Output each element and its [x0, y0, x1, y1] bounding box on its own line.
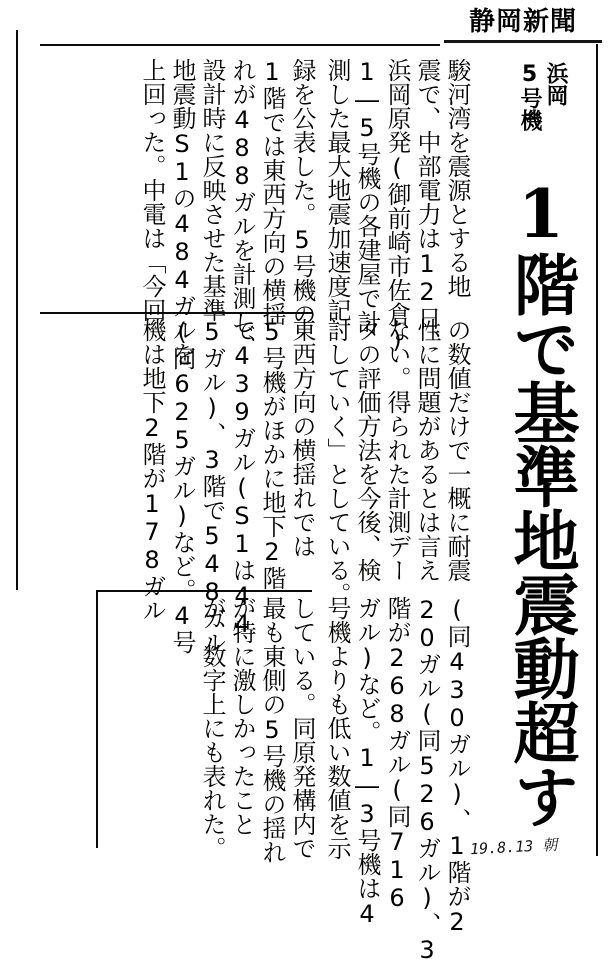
body-column: (同430ガル)、1階が2 [443, 596, 471, 936]
body-column: で439ガル(S1は44 [228, 318, 256, 638]
body-column: 設計時に反映させた基準 [198, 58, 226, 322]
body-column: 震で、中部電力は12日、 [413, 58, 441, 354]
body-column: 上回った。中電は「今回 [138, 58, 166, 322]
lower-left-border [96, 590, 98, 848]
dateline [508, 62, 568, 162]
body-column: 5ガル)、3階で548ガル [198, 318, 226, 654]
body-column: 地震動S1の484ガルを [168, 58, 196, 366]
body-column: が、数字上にも表れた。 [198, 596, 226, 860]
body-column: 性に問題があるとは言え [413, 318, 441, 582]
body-column: 機は地下2階が178ガル [138, 318, 166, 622]
body-column: (同625ガル)など。4号 [168, 318, 196, 654]
body-column: タの評価方法を今後、検 [353, 318, 381, 582]
body-column: 1―5号機の各建屋で計 [353, 58, 381, 334]
body-column: 号機よりも低い数値を示 [323, 596, 351, 860]
body-column: 20ガル(同526ガル)、3 [413, 596, 441, 964]
body-column: れが488ガルを計測し、 [228, 58, 256, 358]
body-column: 1階では東西方向の横揺 [258, 58, 286, 326]
dateline-unit: 5号機 [517, 62, 542, 131]
body-column: 録を公表した。5号機の [288, 58, 316, 326]
dateline-place: 浜岡 [543, 62, 568, 106]
body-column: している。同原発構内で [288, 596, 316, 860]
body-column: ガル)など。1―3号機は4 [353, 596, 381, 928]
body-column: 浜岡原発(御前崎市佐倉) [383, 58, 411, 354]
body-column: 駿河湾を震源とする地 [443, 58, 471, 298]
body-column: 測した最大地震加速度記 [323, 58, 351, 322]
body-column: ない。得られた計測デー [383, 318, 411, 582]
body-column: の数値だけで一概に耐震 [443, 318, 471, 582]
handwritten-date: 19.8.13 朝 [469, 835, 558, 859]
body-column: 東西方向の横揺れでは [288, 318, 316, 558]
body-column: 5号機がほかに地下2階 [258, 318, 286, 590]
left-border [16, 30, 18, 590]
headline: 1階で基準地震動超す [502, 175, 580, 827]
top-rule [40, 44, 440, 46]
body-column: 討していく」としている。 [323, 318, 351, 606]
body-column: が特に激しかったこと [228, 596, 256, 836]
body-column: 階が268ガル(同716 [383, 596, 411, 912]
right-border [596, 44, 598, 856]
body-column: 最も東側の5号機の揺れ [258, 596, 286, 864]
newspaper-masthead: 静岡新聞 [444, 4, 602, 43]
